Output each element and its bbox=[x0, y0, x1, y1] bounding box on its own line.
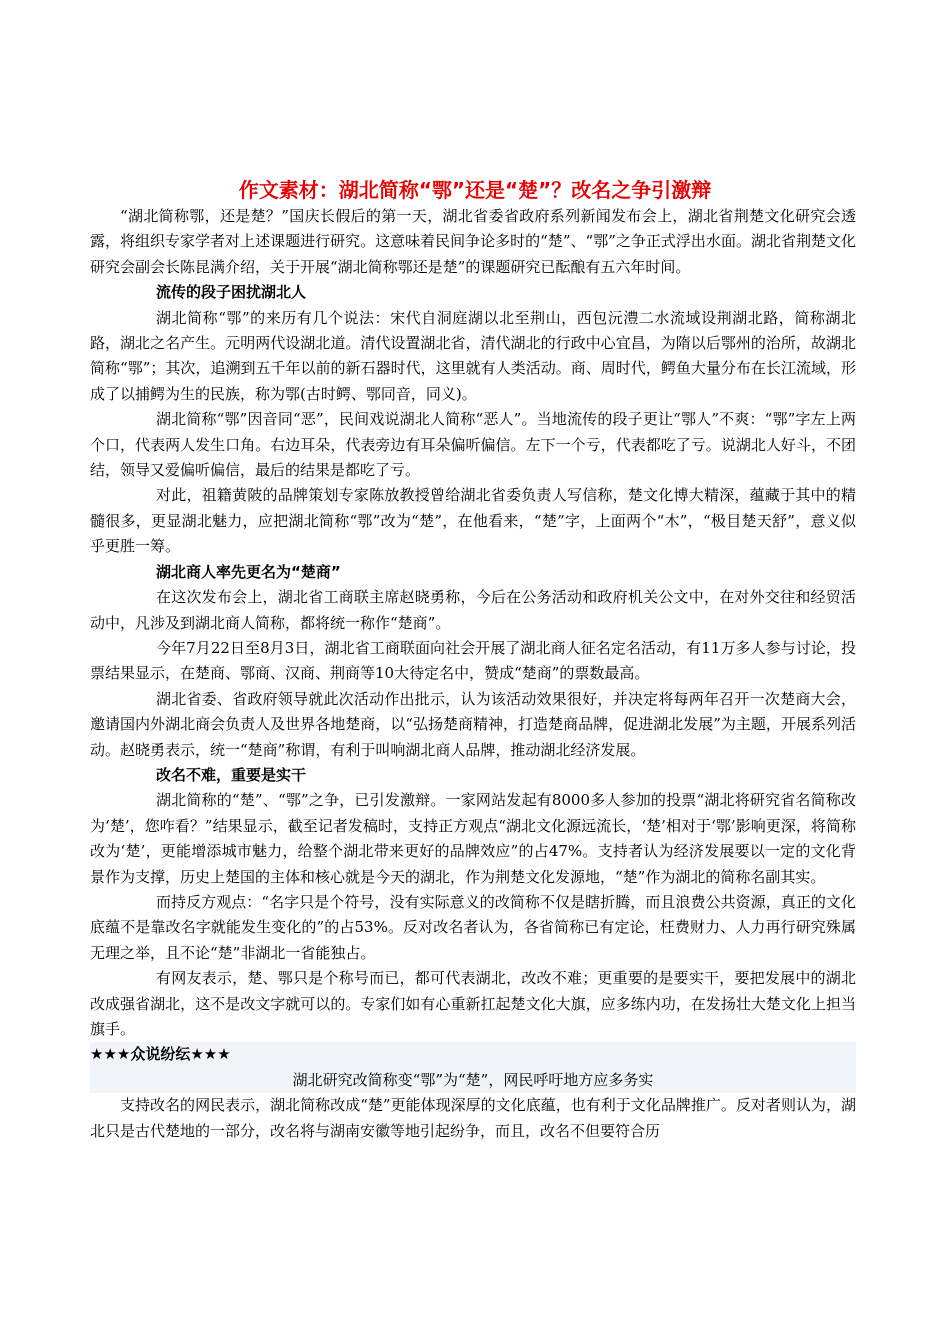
paragraph: 在这次发布会上，湖北省工商联主席赵晓勇称，今后在公务活动和政府机关公文中，在对外交往和经贸活动中，凡涉及到湖北商人简称，都将统一称作“楚商”。 bbox=[90, 588, 856, 632]
section-label-bar: ★★★众说纷纭★★★ bbox=[90, 1042, 856, 1067]
section-heading-2: 湖北商人率先更名为“楚商” bbox=[156, 562, 341, 581]
section-heading-3: 改名不难，重要是实干 bbox=[156, 765, 307, 784]
article-body bbox=[90, 204, 856, 1144]
paragraph: 湖北简称“鄂”的来历有几个说法：宋代自洞庭湖以北至荆山，西包沅澧二水流域设荆湖北路，简称湖北路，湖北之名产生。元明两代设湖北道。清代设置湖北省，清代湖北的行政中心宜昌，为隋以后鄂州的治所，故湖北简称“鄂”；其次，追溯到五千年以前的新石器时代，这里就有人类活动。商、周时代，鳄鱼大量分布在长江流域，形成了以捕鳄为生的民族，称为鄂(古时鳄、鄂同音，同义)。 bbox=[90, 308, 856, 403]
paragraph: 湖北简称“鄂”因音同“恶”，民间戏说湖北人简称“恶人”。当地流传的段子更让“鄂人”不爽：“鄂”字左上两个口，代表两人发生口角。右边耳朵，代表旁边有耳朵偏听偏信。左下一个亏，代表都吃了亏。说湖北人好斗，不团结，领导又爱偏听偏信，最后的结果是都吃了亏。 bbox=[90, 410, 856, 480]
paragraph-last: 支持改名的网民表示，湖北简称改成“楚”更能体现深厚的文化底蕴，也有利于文化品牌推广。反对者则认为，湖北只是古代楚地的一部分，改名将与湖南安徽等地引起纷争，而且，改名不但要符合历 bbox=[90, 1096, 856, 1140]
section-heading-1: 流传的段子困扰湖北人 bbox=[156, 283, 307, 302]
article-title: 作文素材：湖北简称“鄂”还是“楚”？改名之争引激辩 bbox=[238, 178, 712, 202]
sub-title-bar: 湖北研究改简称变“鄂”为“楚”，网民呼吁地方应多务实 bbox=[90, 1068, 856, 1093]
paragraph: 有网友表示，楚、鄂只是个称号而已，都可代表湖北，改改不难；更重要的是要实干，要把发展中的湖北改成强省湖北，这不是改文字就可以的。专家们如有心重新扛起楚文化大旗，应多练内功，在发扬壮大楚文化上担当旗手。 bbox=[90, 969, 856, 1038]
paragraph: 对此，祖籍黄陂的品牌策划专家陈放教授曾给湖北省委负责人写信称，楚文化博大精深，蕴藏于其中的精髓很多，更显湖北魅力，应把湖北简称“鄂”改为“楚”，在他看来，“楚”字，上面两个“木”，“极目楚天舒”，意义似乎更胜一筹。 bbox=[90, 486, 856, 556]
paragraph: 湖北简称的“楚”、“鄂”之争，已引发激辩。一家网站发起有8000多人参加的投票“湖北将研究省名简称改为‘楚’，您咋看？”结果显示，截至记者发稿时，支持正方观点“湖北文化源远流长，‘楚’相对于‘鄂’影响更深，将简称改为‘楚’，更能增添城市魅力，给整个湖北带来更好的品牌效应”的占47%。支持者认为经济发展要以一定的文化背景作为支撑，历史上楚国的主体和核心就是今天的湖北，作为荆楚文化发源地，“楚”作为湖北的简称名副其实。 bbox=[90, 791, 856, 886]
paragraph: 今年7月22日至8月3日，湖北省工商联面向社会开展了湖北商人征名定名活动，有11万多人参与讨论，投票结果显示，在楚商、鄂商、汉商、荆商等10大待定名中，赞成“楚商”的票数最高。 bbox=[90, 638, 856, 683]
paragraph: 湖北省委、省政府领导就此次活动作出批示，认为该活动效果很好，并决定将每两年召开一次楚商大会，邀请国内外湖北商会负责人及世界各地楚商，以“弘扬楚商精神，打造楚商品牌，促进湖北发展”为主题，开展系列活动。赵晓勇表示，统一“楚商”称谓，有利于叫响湖北商人品牌，推动湖北经济发展。 bbox=[90, 689, 856, 759]
paragraph-intro: “湖北简称鄂，还是楚？”国庆长假后的第一天，湖北省委省政府系列新闻发布会上，湖北省荆楚文化研究会透露，将组织专家学者对上述课题进行研究。这意味着民间争论多时的“楚”、“鄂”之争正式浮出水面。湖北省荆楚文化研究会副会长陈昆满介绍，关于开展“湖北简称鄂还是楚”的课题研究已酝酿有五六年时间。 bbox=[90, 207, 856, 276]
paragraph: 而持反方观点：“名字只是个符号，没有实际意义的改简称不仅是瞎折腾，而且浪费公共资源，真正的文化底蕴不是靠改名字就能发生变化的”的占53%。反对改名者认为，各省简称已有定论，枉费财力、人力再行研究殊属无理之举，且不论“楚”非湖北一省能独占。 bbox=[90, 892, 856, 962]
